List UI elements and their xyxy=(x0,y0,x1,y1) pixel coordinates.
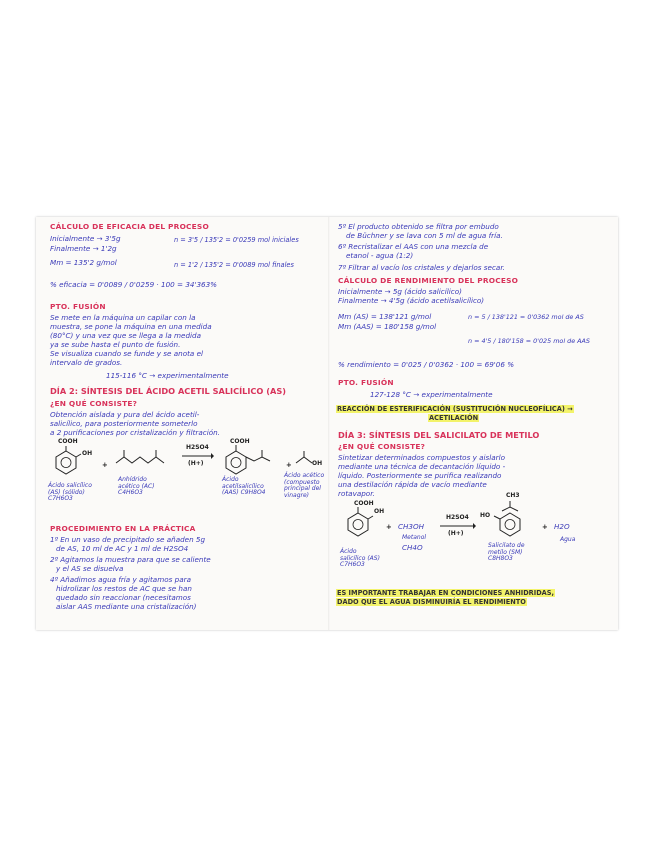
salicylic-acid-label: Ácido salicílico (AS) C7H6O3 xyxy=(340,548,380,568)
proc-line: quedado sin reaccionar (necesitamos xyxy=(56,593,191,602)
arrow-bottom-label: (H+) xyxy=(448,530,464,537)
consiste-line: Obtención aislada y pura del ácido acetil- xyxy=(50,410,200,419)
aspirin-label: Ácido acetilsalicílico (AAS) C9H8O4 xyxy=(222,476,266,496)
eficacia-masa-molar: Mm = 135'2 g/mol xyxy=(50,258,117,267)
consiste-line: rotavapor. xyxy=(338,489,375,498)
rend-finalmente: Finalmente → 4'5g (ácido acetilsalicílico) xyxy=(338,296,485,305)
step5-line: 5º El producto obtenido se filtra por embudo xyxy=(338,222,499,231)
salicylic-acid-structure xyxy=(50,438,93,477)
calc-eficacia-title: CÁLCULO DE EFICACIA DEL PROCESO xyxy=(50,222,209,231)
fusion-line: Se visualiza cuando se funde y se anota el xyxy=(50,349,204,358)
aspirin-structure xyxy=(222,443,282,477)
oh-label: OH xyxy=(374,508,385,515)
plus-sign: + xyxy=(542,523,548,531)
consiste-line: a 2 purificaciones por cristalización y filtración. xyxy=(50,428,220,437)
consiste-line: Sintetizar determinados compuestos y aislarlo xyxy=(338,453,506,462)
importante-highlight: DADO QUE EL AGUA DISMINUIRÍA EL RENDIMIENTO xyxy=(337,598,526,606)
ho-label: HO xyxy=(480,512,491,519)
step6-line: etanol - agua (1:2) xyxy=(346,251,414,260)
acetic-anhydride-label: Anhídrido acético (AC) C4H6O3 xyxy=(118,476,155,496)
step7-line: 7º Filtrar al vacío los cristales y dejarlos secar. xyxy=(338,263,505,272)
cooh-label: COOH xyxy=(230,438,250,445)
arrow-top-label: H2SO4 xyxy=(186,444,209,451)
procedimiento-title: PROCEDIMIENTO EN LA PRÁCTICA xyxy=(50,524,196,533)
page-fold xyxy=(328,217,330,630)
fusion-range-left: 115-116 °C → experimentalmente xyxy=(106,371,229,380)
notebook-page xyxy=(36,217,618,630)
fusion-line: intervalo de grados. xyxy=(50,358,123,367)
dia3-title: DÍA 3: SÍNTESIS DEL SALICILATO DE METILO xyxy=(338,430,540,440)
acetic-anhydride-structure xyxy=(114,447,172,469)
methanol-formula: CH3OH xyxy=(398,522,425,531)
rend-inicialmente: Inicialmente → 5g (ácido salicílico) xyxy=(338,287,462,296)
pto-fusion-title-left: PTO. FUSIÓN xyxy=(50,302,106,311)
water-name: Agua xyxy=(560,536,576,543)
n-as: n = 5 / 138'121 = 0'0362 mol de AS xyxy=(468,313,584,321)
step5-line: de Büchner y se lava con 5 ml de agua fría. xyxy=(346,231,503,240)
importante-highlight: ES IMPORTANTE TRABAJAR EN CONDICIONES ANHIDRIDAS, xyxy=(337,589,555,597)
calc-rendimiento-title: CÁLCULO DE RENDIMIENTO DEL PROCESO xyxy=(338,276,519,285)
proc-line: aislar AAS mediante una cristalización) xyxy=(56,602,197,611)
eficacia-moles-finales: n = 1'2 / 135'2 = 0'0089 mol finales xyxy=(174,261,294,269)
consiste-line: mediante una técnica de decantación líquido - xyxy=(338,462,506,471)
eficacia-inicialmente: Inicialmente → 3'5g xyxy=(50,234,121,243)
rendimiento-resultado: % rendimiento = 0'025 / 0'0362 · 100 = 69'06 % xyxy=(338,360,515,369)
proc-line: 2º Agitamos la muestra para que se caliente xyxy=(50,555,211,564)
oh-label: OH xyxy=(312,460,323,467)
dia2-title: DÍA 2: SÍNTESIS DEL ÁCIDO ACETIL SALICÍLICO (AS) xyxy=(50,386,286,396)
methanol-name: Metanol xyxy=(402,534,427,541)
methyl-salicylate-structure xyxy=(488,497,532,541)
consiste-line: una destilación rápida de vacío mediante xyxy=(338,480,487,489)
mm-aas: Mm (AAS) = 180'158 g/mol xyxy=(338,322,437,331)
plus-sign: + xyxy=(286,461,292,469)
acetilacion-highlight: ACETILACIÓN xyxy=(429,414,479,422)
consiste-line: salicílico, para posteriormente someterlo xyxy=(50,419,198,428)
eficacia-moles-iniciales: n = 3'5 / 135'2 = 0'0259 mol iniciales xyxy=(174,236,299,244)
pto-fusion-title-right: PTO. FUSIÓN xyxy=(338,378,394,387)
arrow-top-label: H2SO4 xyxy=(446,514,469,521)
oh-label: OH xyxy=(82,450,93,457)
eficacia-finalmente: Finalmente → 1'2g xyxy=(50,244,117,253)
cooh-label: COOH xyxy=(58,438,78,445)
reaccion-highlight: REACCIÓN DE ESTERIFICACIÓN (SUSTITUCIÓN NUCLEOFÍLICA) → xyxy=(337,405,573,413)
consiste-line: líquido. Posteriormente se purifica realizando xyxy=(338,471,502,480)
proc-line: y el AS se disuelva xyxy=(56,564,124,573)
acetic-acid-label: Ácido acético (compuesto principal del vinagre) xyxy=(284,472,325,499)
proc-line: de AS, 10 ml de AC y 1 ml de H2SO4 xyxy=(56,544,189,553)
methanol-molecular: CH4O xyxy=(402,543,423,552)
eficacia-resultado: % eficacia = 0'0089 / 0'0259 · 100 = 34'363% xyxy=(50,280,217,289)
mm-as: Mm (AS) = 138'121 g/mol xyxy=(338,312,432,321)
water-formula: H2O xyxy=(554,522,570,531)
proc-line: 1º En un vaso de precipitado se añaden 5g xyxy=(50,535,206,544)
arrow-bottom-label: (H+) xyxy=(188,460,204,467)
que-consiste-right: ¿EN QUÉ CONSISTE? xyxy=(338,442,426,451)
que-consiste-left: ¿EN QUÉ CONSISTE? xyxy=(50,399,138,408)
fusion-line: Se mete en la máquina un capilar con la xyxy=(50,313,196,322)
reaction-arrow xyxy=(440,523,476,529)
cooh-label: COOH xyxy=(354,500,374,507)
fusion-line: (80°C) y una vez que se llega a la medida xyxy=(50,331,201,340)
fusion-line: ya se sube hasta el punto de fusión. xyxy=(50,340,181,349)
plus-sign: + xyxy=(386,523,392,531)
salicylic-acid-label: Ácido salicílico (AS) (sólido) C7H6O3 xyxy=(48,482,92,502)
methyl-salicylate-label: Salicilato de metilo (SM) C8H8O3 xyxy=(488,542,525,562)
fusion-range-right: 127-128 °C → experimentalmente xyxy=(370,390,493,399)
step6-line: 6º Recristalizar el AAS con una mezcla de xyxy=(338,242,489,251)
proc-line: 4º Añadimos agua fría y agitamos para xyxy=(50,575,191,584)
plus-sign: + xyxy=(102,461,108,469)
n-aas: n = 4'5 / 180'158 = 0'025 mol de AAS xyxy=(468,337,590,345)
proc-line: hidrolizar los restos de AC que se han xyxy=(56,584,192,593)
ch3-label: CH3 xyxy=(506,492,520,499)
reaction-arrow xyxy=(182,453,214,459)
fusion-line: muestra, se pone la máquina en una medida xyxy=(50,322,212,331)
